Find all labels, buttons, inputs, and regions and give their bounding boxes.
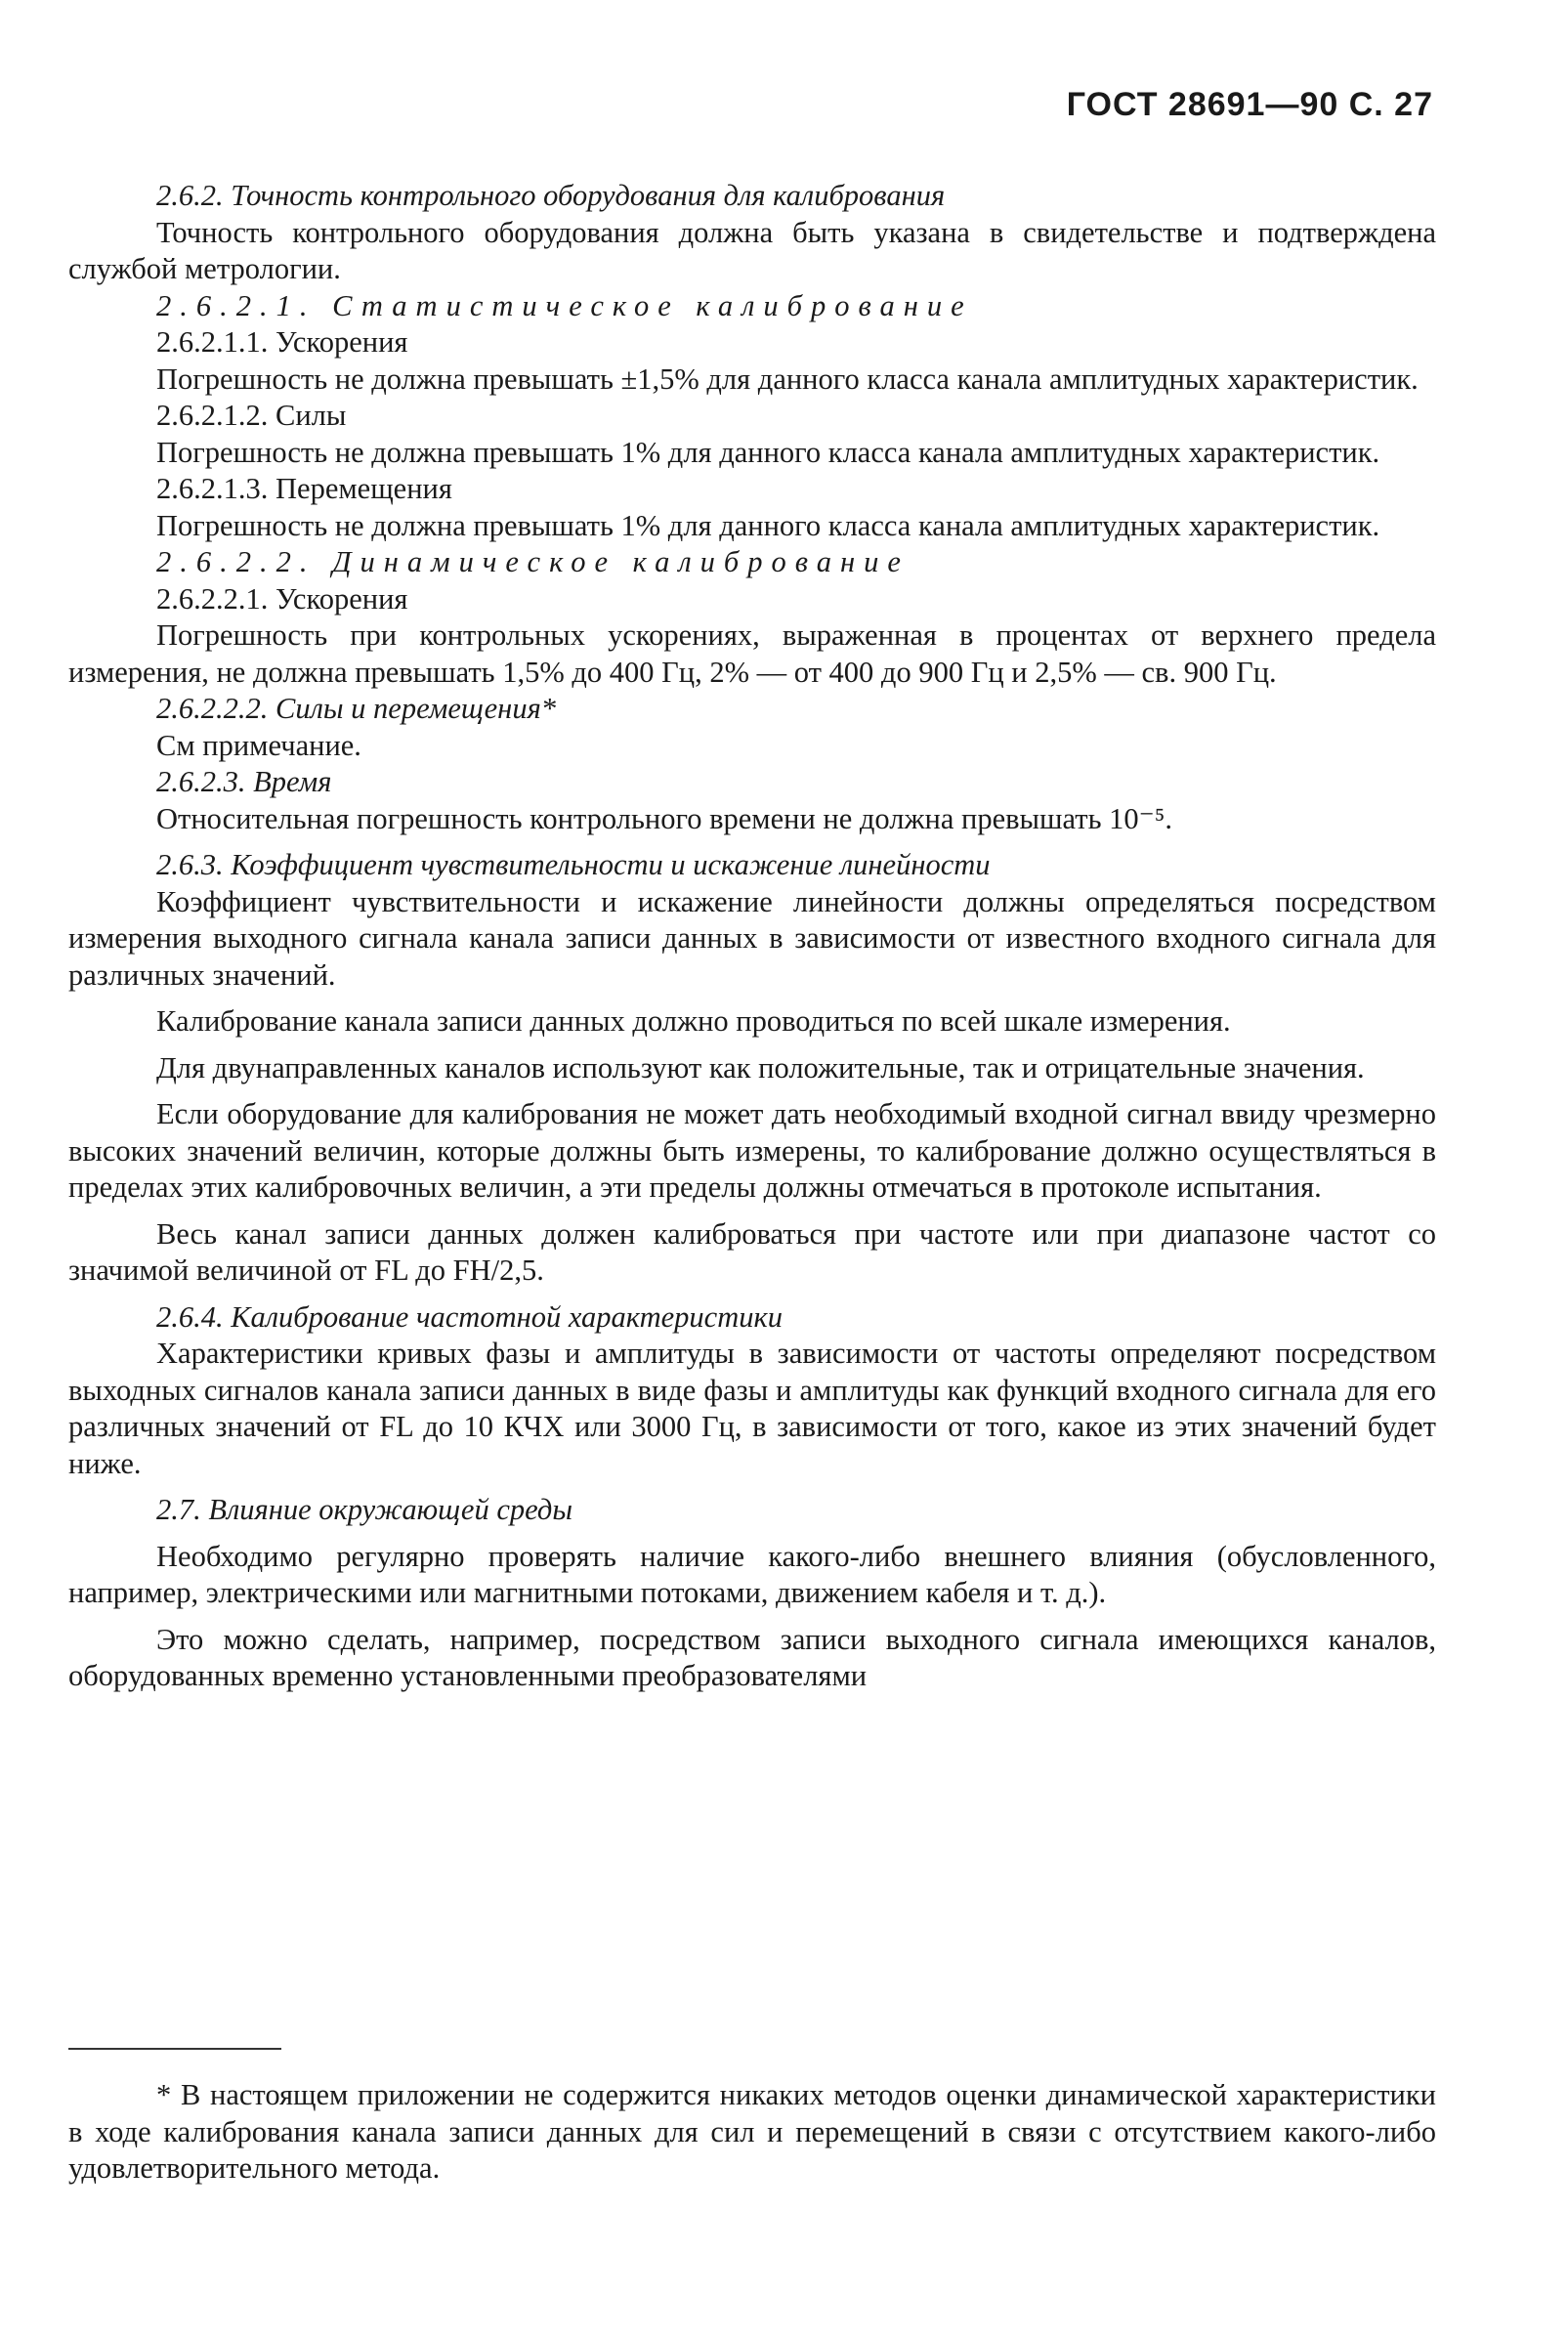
section-heading-2-6-2: 2.6.2. Точность контрольного оборудования для калибрования (156, 179, 946, 212)
section-heading-2-6-4: 2.6.4. Калибрование частотной характеристики (156, 1299, 784, 1334)
paragraph-2-6-2-1-1: Погрешность не должна превышать ±1,5% для данного класса канала амплитудных характеристик. (156, 361, 1419, 396)
paragraph-2-6-3-1: Коэффициент чувствительности и искажение линейности должны определяться посредством измерения выходного сигнала канала записи данных в зависимости от известного входного сигнала для различных значений. (68, 884, 1436, 992)
paragraph-2-6-3-5: Весь канал записи данных должен калиброваться при частоте или при диапазоне частот со значимой величиной от FL до FH/2,5. (68, 1216, 1436, 1287)
paragraph-2-6-2-1-2: Погрешность не должна превышать 1% для данного класса канала амплитудных характеристик. (156, 435, 1380, 469)
section-heading-2-6-2-1-1: 2.6.2.1.1. Ускорения (156, 325, 408, 359)
paragraph-2-6-2: Точность контрольного оборудования должна быть указана в свидетельстве и подтверждена службой метрологии. (68, 215, 1436, 285)
paragraph-2-6-2-1-3: Погрешность не должна превышать 1% для данного класса канала амплитудных характеристик. (156, 508, 1380, 542)
section-heading-2-6-2-2-1: 2.6.2.2.1. Ускорения (156, 581, 408, 616)
footnote-text: * В настоящем приложении не содержится никаких методов оценки динамической характеристики в ходе калибрования канала записи данных для сил и перемещений в связи с отсутствием какого-либо удовлетворительного метода. (68, 2078, 1436, 2185)
section-heading-2-6-2-1-2: 2.6.2.1.2. Силы (156, 399, 347, 432)
page-header: ГОСТ 28691—90 С. 27 (1066, 86, 1433, 123)
footnote-divider (68, 2048, 281, 2050)
section-heading-2-6-2-1-3: 2.6.2.1.3. Перемещения (156, 472, 452, 505)
section-heading-2-6-2-2: 2.6.2.2. Динамическое калибрование (156, 545, 910, 578)
document-body (68, 178, 1436, 1695)
paragraph-2-7-1: Необходимо регулярно проверять наличие какого-либо внешнего влияния (обусловленного, например, электрическими или магнитными потоками, движением кабеля и т. д.). (68, 1539, 1436, 1609)
paragraph-2-6-2-3: Относительная погрешность контрольного времени не должна превышать 10⁻⁵. (156, 801, 1172, 835)
footnote (68, 2077, 1436, 2188)
paragraph-2-6-3-3: Для двунаправленных каналов используют как положительные, так и отрицательные значения. (156, 1050, 1365, 1084)
section-heading-2-6-2-1: 2.6.2.1. Статистическое калибрование (156, 288, 973, 322)
paragraph-2-6-2-2-2: См примечание. (156, 728, 361, 762)
paragraph-2-6-2-2-1: Погрешность при контрольных ускорениях, выраженная в процентах от верхнего предела измерения, не должна превышать 1,5% до 400 Гц, 2% — от 400 до 900 Гц и 2,5% — св. 900 Гц. (68, 618, 1436, 689)
section-heading-2-7: 2.7. Влияние окружающей среды (156, 1493, 572, 1526)
section-heading-2-6-2-3: 2.6.2.3. Время (156, 765, 332, 798)
paragraph-2-6-4: Характеристики кривых фазы и амплитуды в зависимости от частоты определяют посредством выходных сигналов канала записи данных в виде фазы и амплитуды как функций входного сигнала для его различных значений от FL до 10 КЧХ или 3000 Гц, в зависимости от того, какое из этих значений будет ниже. (68, 1337, 1436, 1480)
paragraph-2-6-3-4: Если оборудование для калибрования не может дать необходимый входной сигнал ввиду чрезмерно высоких значений величин, которые должны быть измерены, то калибрование должно осуществляться в пределах этих калибровочных величин, а эти пределы должны отмечаться в протоколе испытания. (68, 1097, 1436, 1204)
section-heading-2-6-3: 2.6.3. Коэффициент чувствительности и искажение линейности (156, 848, 991, 881)
paragraph-2-6-3-2: Калибрование канала записи данных должно проводиться по всей шкале измерения. (156, 1004, 1231, 1038)
section-heading-2-6-2-2-2: 2.6.2.2.2. Силы и перемещения* (156, 692, 556, 725)
paragraph-2-7-2: Это можно сделать, например, посредством записи выходного сигнала имеющихся каналов, оборудованных временно установленными преобразователями (68, 1622, 1436, 1692)
